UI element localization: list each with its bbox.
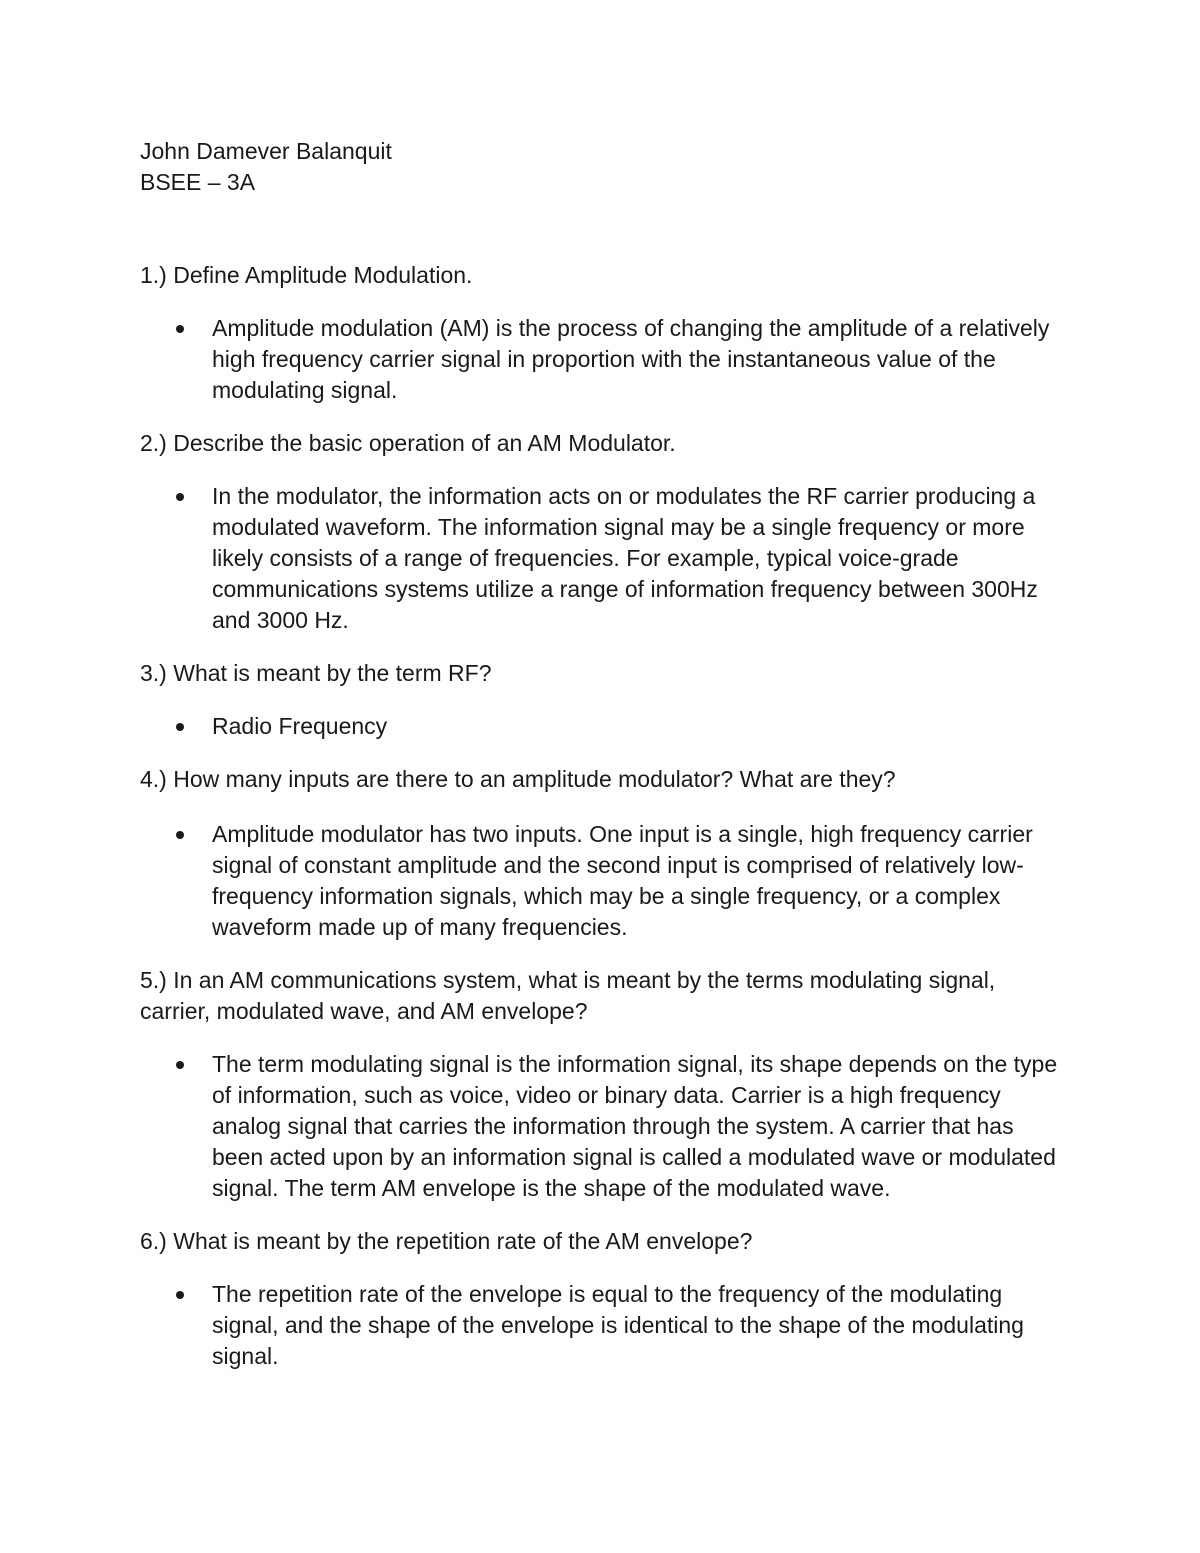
bullet-icon [176,325,184,333]
answer-2-text: In the modulator, the information acts on or modulates the RF carrier producing a modulated waveform. The information signal may be a single frequency or more likely consists of a range of frequencies. For example, typical voice-grade communications systems utilize a range of information frequency between 300Hz and 3000 Hz. [212,483,1038,633]
answer-list-5 [140,1049,1070,1204]
question-6: 6.) What is meant by the repetition rate of the AM envelope? [140,1228,753,1254]
answer-1-text: Amplitude modulation (AM) is the process of changing the amplitude of a relatively high frequency carrier signal in proportion with the instantaneous value of the modulating signal. [212,315,1050,403]
bullet-icon [176,1061,184,1069]
answer-5-text: The term modulating signal is the information signal, its shape depends on the type of information, such as voice, video or binary data. Carrier is a high frequency analog signal that carries the information through the system. A carrier that has been acted upon by an information signal is called a modulated wave or modulated signal. The term AM envelope is the shape of the modulated wave. [212,1051,1058,1201]
question-3: 3.) What is meant by the term RF? [140,660,492,686]
question-5: 5.) In an AM communications system, what is meant by the terms modulating signal, carrier, modulated wave, and AM envelope? [140,967,996,1024]
answer-5 [140,1049,1070,1204]
answer-6-text: The repetition rate of the envelope is equal to the frequency of the modulating signal, and the shape of the envelope is identical to the shape of the modulating signal. [212,1281,1024,1369]
document-body [140,136,1070,1394]
question-4: 4.) How many inputs are there to an amplitude modulator? What are they? [140,766,896,792]
answer-list-4 [140,819,1070,943]
student-section: BSEE – 3A [140,169,256,195]
answer-list-2 [140,481,1070,636]
answer-4 [140,819,1070,943]
bullet-icon [176,493,184,501]
answer-4-text: Amplitude modulator has two inputs. One input is a single, high frequency carrier signal of constant amplitude and the second input is comprised of relatively low-frequency information signals, which may be a single frequency, or a complex waveform made up of many frequencies. [212,821,1033,940]
bullet-icon [176,831,184,839]
answer-3-text: Radio Frequency [212,713,388,739]
answer-list-6 [140,1279,1070,1372]
answer-6 [140,1279,1070,1372]
answer-list-1 [140,313,1070,406]
question-1: 1.) Define Amplitude Modulation. [140,262,473,288]
answer-3 [140,711,1070,742]
bullet-icon [176,1291,184,1299]
header-spacer [140,198,1070,260]
answer-2 [140,481,1070,636]
answer-list-3 [140,711,1070,742]
bullet-icon [176,723,184,731]
question-2: 2.) Describe the basic operation of an AM Modulator. [140,430,676,456]
student-name: John Damever Balanquit [140,138,392,164]
answer-1 [140,313,1070,406]
